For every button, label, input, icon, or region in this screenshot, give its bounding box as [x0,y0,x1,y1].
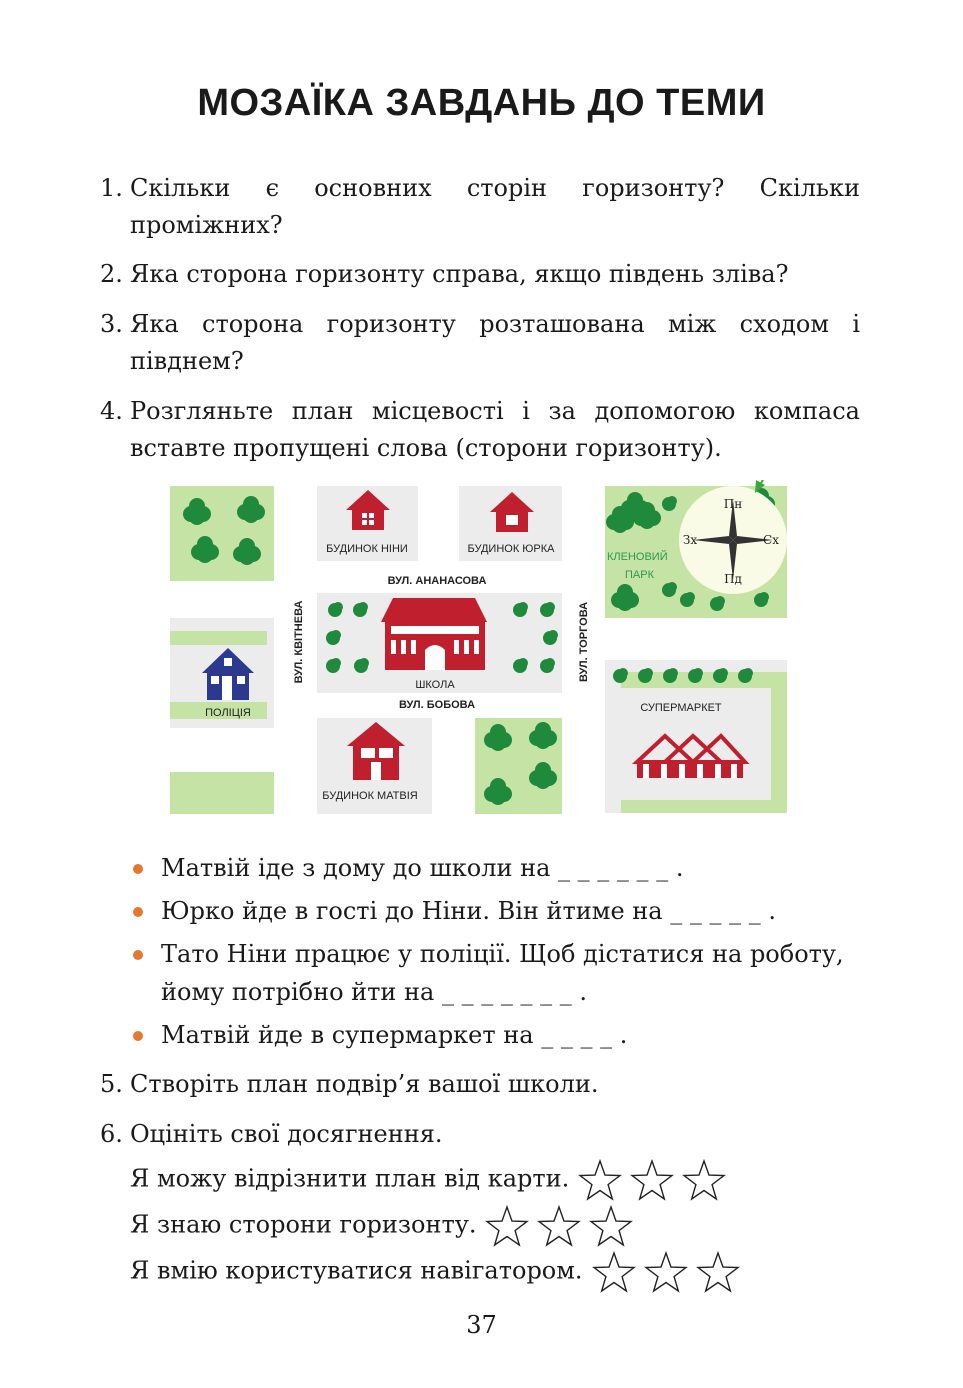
compass-west: Зх [682,533,698,547]
question-text: Яка сторона горизонту розташована між сходом і півднем? [130,310,860,375]
fill-in-item [133,1016,863,1054]
question-text: Розгляньте план місцевості і за допомогою компаса вставте пропущені слова (сторони горизонту). [130,397,860,462]
question-number: 4. [100,397,123,425]
green-area [170,772,274,814]
question-3 [100,306,860,380]
fill-in-text: Матвій йде в супермаркет на _ _ _ _ . [161,1021,628,1049]
question-2 [100,256,860,293]
star-icon[interactable] [681,1158,727,1202]
area-plan-map [165,480,795,820]
self-assessment-row [130,1158,733,1202]
question-text: Скільки є основних сторін горизонту? Скільки проміжних? [130,174,860,239]
school-building-icon [381,598,487,670]
compass-south: Пд [724,572,742,586]
star-rating[interactable] [591,1250,747,1294]
self-assessment-row [130,1250,747,1294]
street-torgova-label: ВУЛ. ТОРГОВА [578,601,590,683]
page-number: 37 [466,1311,497,1339]
star-icon[interactable] [577,1158,623,1202]
house-nina-label: БУДИНОК НІНИ [326,543,408,555]
fill-in-text: Матвій іде з дому до школи на _ _ _ _ _ _ . [161,854,684,882]
question-text: Створіть план подвір’я вашої школи. [130,1070,599,1098]
supermarket-label: СУПЕРМАРКЕТ [640,702,722,714]
page-title: МОЗАЇКА ЗАВДАНЬ ДО ТЕМИ [197,82,766,124]
street-bobova-label: ВУЛ. БОБОВА [398,699,476,711]
self-assessment-text: Я знаю сторони горизонту. [130,1210,477,1239]
bullet-icon [133,907,143,917]
star-icon[interactable] [629,1158,675,1202]
fill-in-item [133,849,863,887]
star-rating[interactable] [484,1204,640,1248]
question-number: 6. [100,1120,123,1148]
question-text: Яка сторона горизонту справа, якщо південь зліва? [130,260,789,288]
question-number: 1. [100,174,123,202]
question-number: 5. [100,1070,123,1098]
question-6 [100,1116,860,1153]
star-icon[interactable] [695,1250,741,1294]
bullet-icon [133,950,143,960]
fill-in-item [133,935,863,1011]
question-5 [100,1066,860,1103]
street-kvitneva-label: ВУЛ. КВІТНЕВА [293,600,305,684]
compass-east: Сх [763,533,779,547]
bullet-icon [133,1031,143,1041]
star-rating[interactable] [577,1158,733,1202]
self-assessment-text: Я можу відрізнити план від карти. [130,1164,570,1193]
self-assessment-row [130,1204,640,1248]
question-number: 2. [100,260,123,288]
police-label: ПОЛІЦІЯ [205,707,251,719]
star-icon[interactable] [588,1204,634,1248]
question-number: 3. [100,310,123,338]
star-icon[interactable] [484,1204,530,1248]
star-icon[interactable] [591,1250,637,1294]
maple-park-label: ПАРК [625,569,654,581]
school-label: ШКОЛА [415,679,455,691]
bullet-icon [133,864,143,874]
fill-in-text: Юрко йде в гості до Ніни. Він йтиме на _ _ _ _ _ . [161,897,776,925]
compass-north: Пн [723,497,743,511]
fill-in-text: Тато Ніни працює у поліції. Щоб дістатися на роботу, йому потрібно йти на _ _ _ _ _ _ _ . [161,940,844,1006]
self-assessment-text: Я вмію користуватися навігатором. [130,1256,583,1285]
star-icon[interactable] [536,1204,582,1248]
question-1 [100,170,860,244]
green-area [170,486,274,581]
house-yurko-label: БУДИНОК ЮРКА [467,543,555,555]
question-4 [100,393,860,467]
compass [679,486,787,594]
street-ananasova-label: ВУЛ. АНАНАСОВА [387,575,487,587]
question-text: Оцініть свої досягнення. [130,1120,443,1148]
fill-in-item [133,892,863,930]
maple-park-label: КЛЕНОВИЙ [607,551,668,563]
star-icon[interactable] [643,1250,689,1294]
house-matviy-label: БУДИНОК МАТВІЯ [322,790,418,802]
